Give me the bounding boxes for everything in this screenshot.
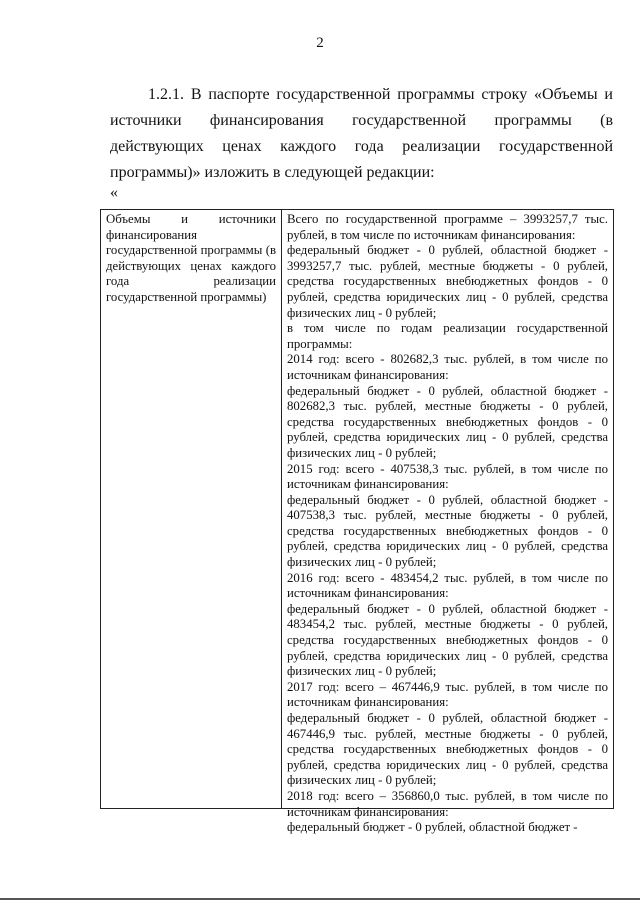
funding-line-2015-sources: федеральный бюджет - 0 рублей, областной бюджет - 407538,3 тыс. рублей, местные бюджеты - 0 рублей, средства государственных внебюджетных фондов - 0 рублей, средства юридических лиц - 0 рублей, средства физических лиц - 0 рублей; xyxy=(287,492,608,570)
funding-line-2015: 2015 год: всего - 407538,3 тыс. рублей, в том числе по источникам финансирования: xyxy=(287,461,608,492)
funding-line-2016: 2016 год: всего - 483454,2 тыс. рублей, в том числе по источникам финансирования: xyxy=(287,570,608,601)
funding-line-2018-sources: федеральный бюджет - 0 рублей, областной бюджет - xyxy=(287,820,578,835)
funding-line-total: Всего по государственной программе – 3993257,7 тыс. рублей, в том числе по источникам финансирования: xyxy=(287,212,608,242)
funding-line-2017-sources: федеральный бюджет - 0 рублей, областной бюджет - 467446,9 тыс. рублей, местные бюджеты - 0 рублей, средства государственных внебюджетных фондов - 0 рублей, средства юридических лиц - 0 рублей, средства физических лиц - 0 рублей; xyxy=(287,711,608,788)
funding-label-cell xyxy=(101,210,282,809)
funding-line-total-sources: федеральный бюджет - 0 рублей, областной бюджет - 3993257,7 тыс. рублей, местные бюджеты - 0 рублей, средства государственных внебюджетных фондов - 0 рублей, средства юридических лиц - 0 рублей, средства физических лиц - 0 рублей; xyxy=(287,243,608,320)
page-number: 2 xyxy=(316,35,324,51)
funding-line-by-years: в том числе по годам реализации государственной программы: xyxy=(287,321,608,351)
scan-edge-line xyxy=(0,898,640,900)
intro-paragraph-block xyxy=(110,82,613,186)
funding-line-2014-sources: федеральный бюджет - 0 рублей, областной бюджет - 802682,3 тыс. рублей, местные бюджеты - 0 рублей, средства государственных внебюджетных фондов - 0 рублей, средства юридических лиц - 0 рублей, средства физических лиц - 0 рублей; xyxy=(287,383,608,460)
funding-details-content xyxy=(287,212,608,835)
opening-quote-mark: « xyxy=(110,184,118,201)
funding-line-2017: 2017 год: всего – 467446,9 тыс. рублей, в том числе по источникам финансирования: xyxy=(287,679,608,710)
funding-label-text: Объемы и источники финансирования государственной программы (в действующих ценах каждого года реализации государственной программы) xyxy=(106,212,276,304)
table-row xyxy=(101,210,614,809)
passport-table xyxy=(100,209,614,835)
funding-line-2018: 2018 год: всего – 356860,0 тыс. рублей, в том числе по источникам финансирования: xyxy=(287,788,608,819)
funding-line-2016-sources: федеральный бюджет - 0 рублей, областной бюджет - 483454,2 тыс. рублей, местные бюджеты - 0 рублей, средства государственных внебюджетных фондов - 0 рублей, средства юридических лиц - 0 рублей, средства физических лиц - 0 рублей; xyxy=(287,601,608,679)
funding-details-cell xyxy=(282,210,614,835)
funding-line-2014: 2014 год: всего - 802682,3 тыс. рублей, в том числе по источникам финансирования: xyxy=(287,352,608,382)
intro-paragraph: 1.2.1. В паспорте государственной программы строку «Объемы и источники финансирования государственной программы (в действующих ценах каждого года реализации государственной программы)» изложить в следующей редакции: xyxy=(110,86,613,181)
